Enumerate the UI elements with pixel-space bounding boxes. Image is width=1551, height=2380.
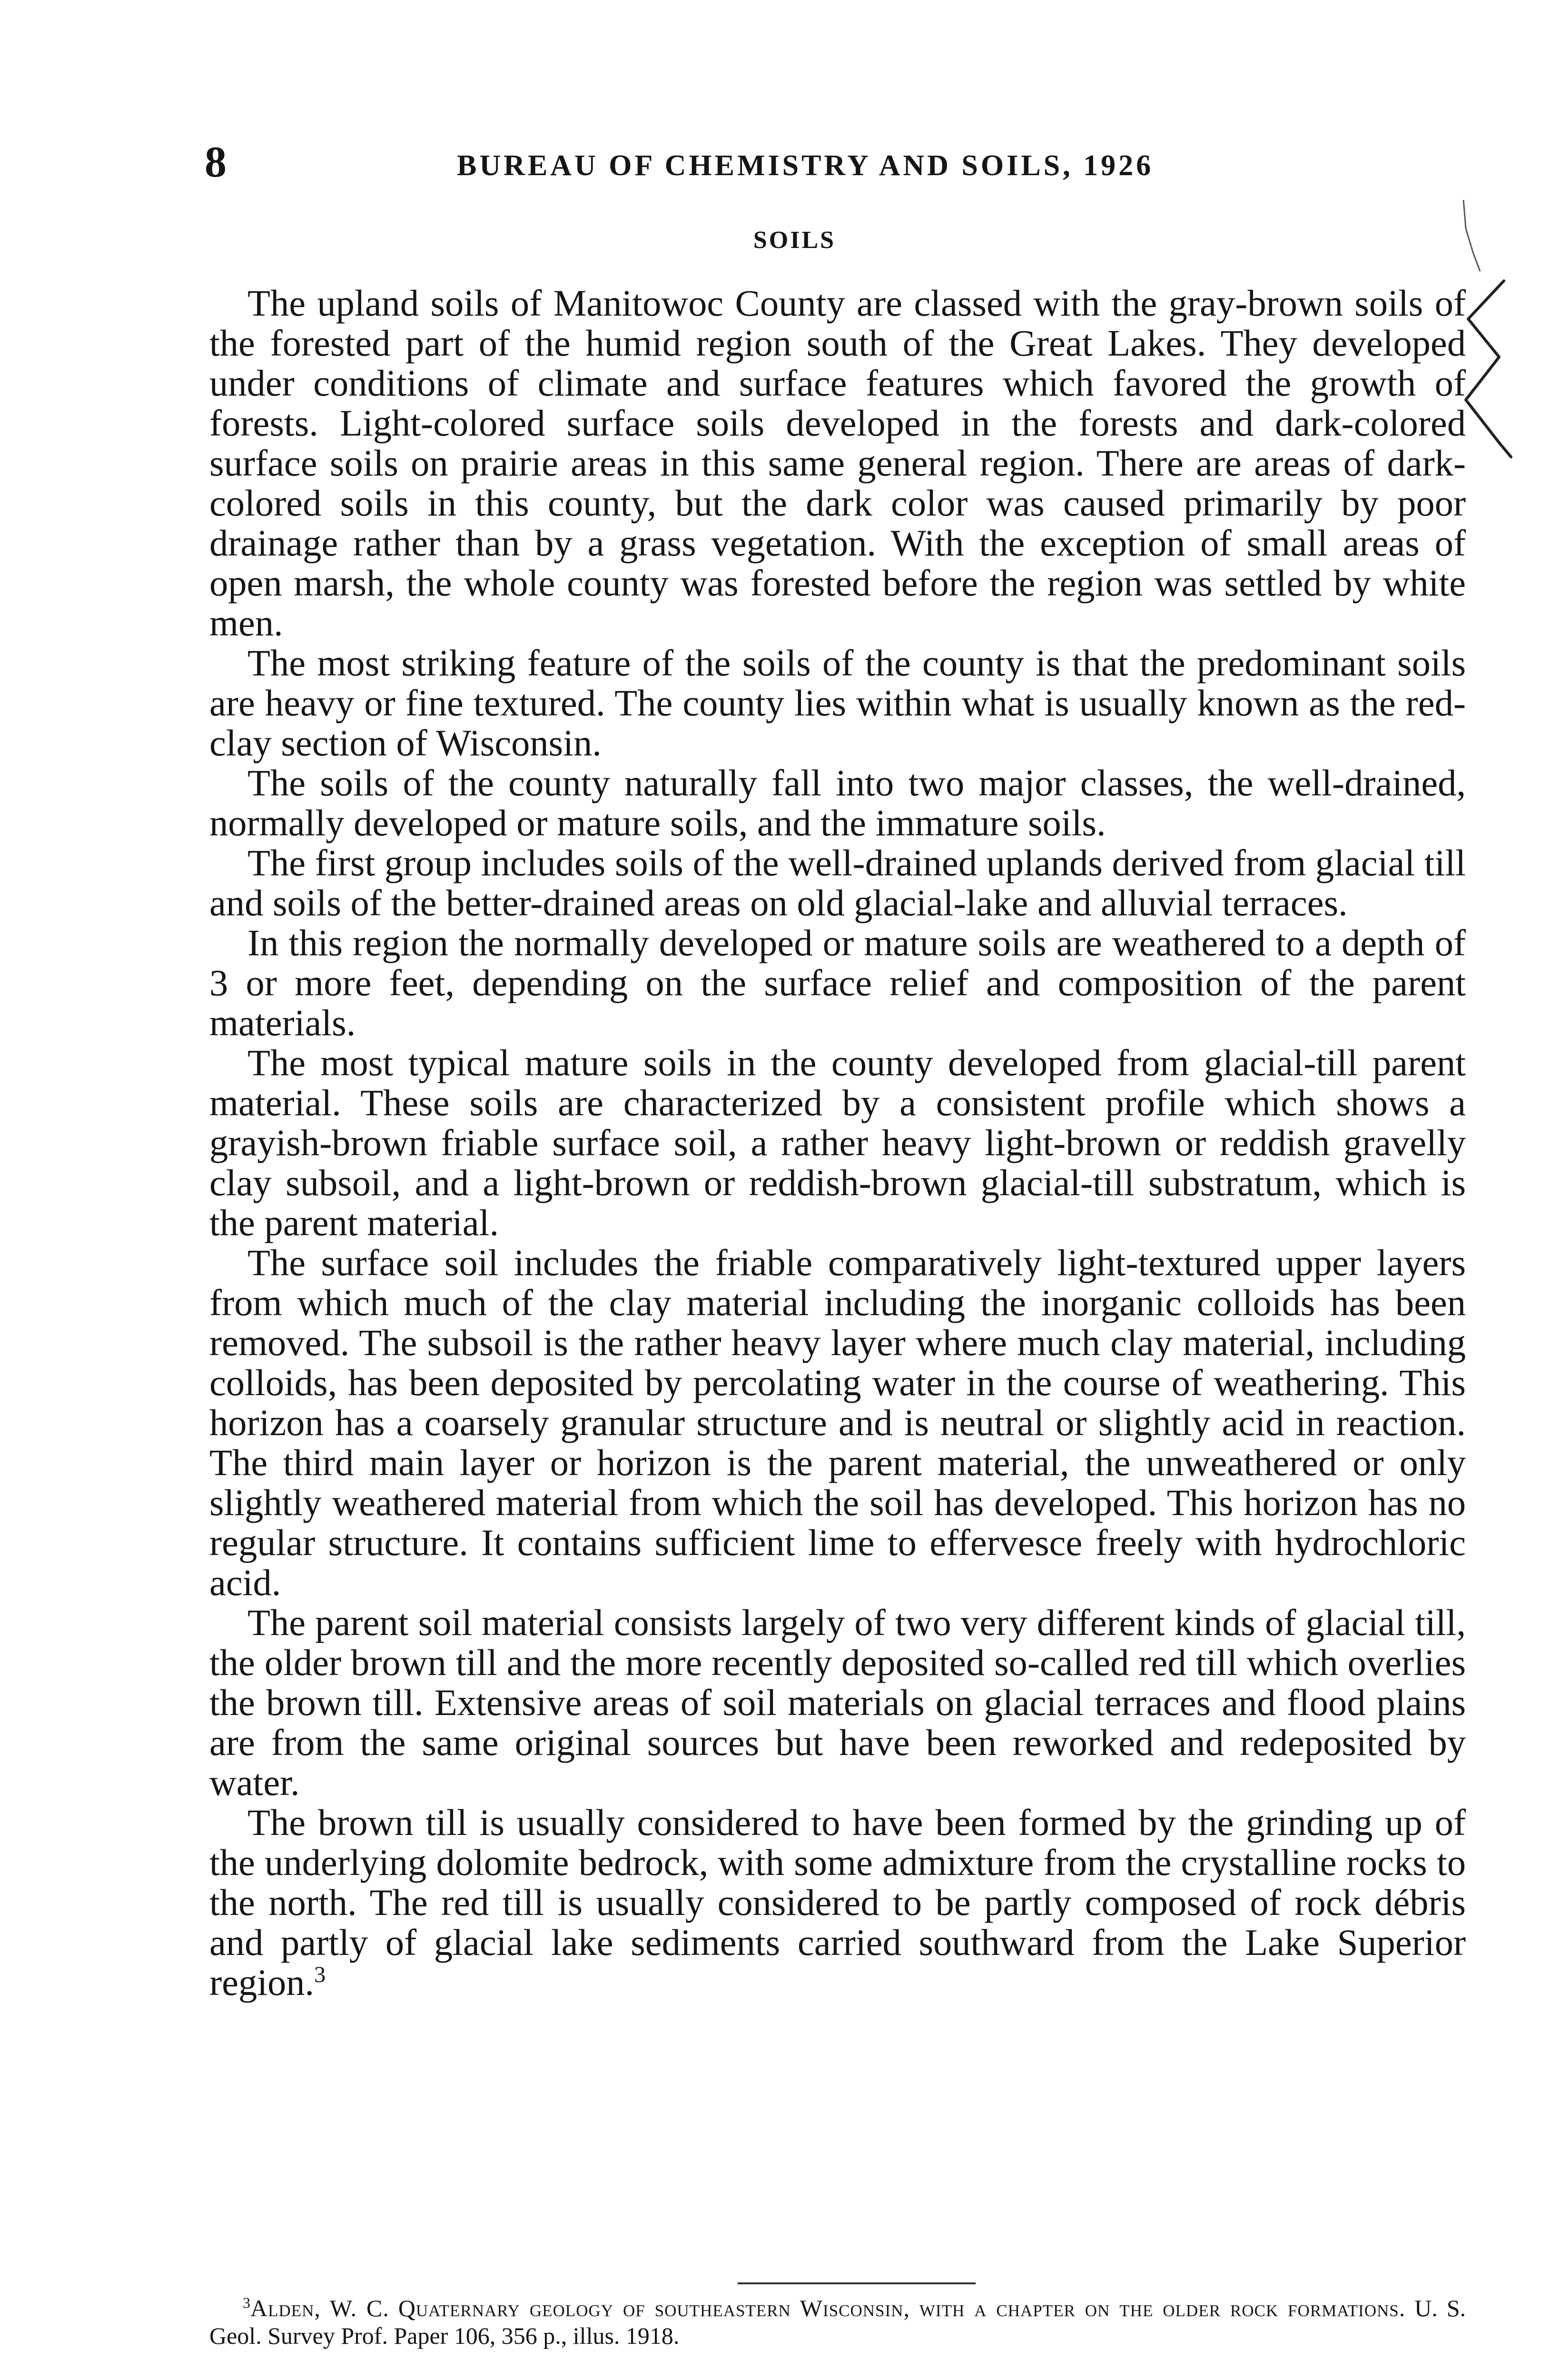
body-text: [209, 283, 1466, 2003]
footnote-reference[interactable]: 3: [314, 1962, 326, 1987]
paragraph: The parent soil material consists largely of two very different kinds of glacial till, the older brown till and the more recently deposited so-called red till which overlies the brown till. Extensive areas of soil materials on glacial terraces and flood plains are from the same original sources but have been reworked and redeposited by water.: [209, 1602, 1466, 1803]
footnote: [209, 2294, 1466, 2350]
paragraph: In this region the normally developed or mature soils are weathered to a depth of 3 or more feet, depending on the surface relief and composition of the parent materials.: [209, 922, 1466, 1043]
paragraph: The most typical mature soils in the county developed from glacial-till parent material. These soils are characterized by a consistent profile which shows a grayish-brown friable surface soil, a rather heavy light-brown or reddish gravelly clay subsoil, and a light-brown or reddish-brown glacial-till substratum, which is the parent material.: [209, 1042, 1466, 1243]
section-heading: SOILS: [753, 227, 836, 254]
paragraph-with-footnote: [209, 1803, 1466, 2003]
paragraph-text: The brown till is usually considered to have been formed by the grinding up of the underlying dolomite bedrock, with some admixture from the crystalline rocks to the north. The red till is usually considered to be partly composed of rock débris and partly of glacial lake sediments carried southward from the Lake Superior region.: [209, 1802, 1466, 2003]
paragraph: The soils of the county naturally fall into two major classes, the well-drained, normally developed or mature soils, and the immature soils.: [209, 762, 1466, 843]
running-title: BUREAU OF CHEMISTRY AND SOILS, 1926: [457, 149, 1154, 182]
footnote-mark: 3: [243, 2294, 250, 2311]
footnote-title: Quaternary geology of southeastern Wisconsin, with a chapter on the older rock formations.: [398, 2295, 1406, 2321]
footnote-citation: U. S. Geol. Survey Prof. Paper 106, 356 p., illus. 1918.: [209, 2295, 1466, 2349]
page-number: 8: [205, 138, 227, 186]
paragraph: The first group includes soils of the well-drained uplands derived from glacial till and soils of the better-drained areas on old glacial-lake and alluvial terraces.: [209, 842, 1466, 923]
footnote-divider: [738, 2282, 976, 2284]
paragraph: The surface soil includes the friable comparatively light-textured upper layers from which much of the clay material including the inorganic colloids has been removed. The subsoil is the rather heavy layer where much clay material, including colloids, has been deposited by percolating water in the course of weathering. This horizon has a coarsely granular structure and is neutral or slightly acid in reaction. The third main layer or horizon is the parent material, the unweathered or only slightly weathered material from which the soil has developed. This horizon has no regular structure. It contains sufficient lime to effervesce freely with hydrochloric acid.: [209, 1242, 1466, 1603]
running-head: [205, 138, 1480, 190]
paragraph: The upland soils of Manitowoc County are classed with the gray-brown soils of the forested part of the humid region south of the Great Lakes. They developed under conditions of climate and surface features which favored the growth of forests. Light-colored surface soils developed in the forests and dark-colored surface soils on prairie areas in this same general region. There are areas of dark-colored soils in this county, but the dark color was caused primarily by poor drainage rather than by a grass vegetation. With the exception of small areas of open marsh, the whole county was forested before the region was settled by white men.: [209, 282, 1466, 644]
footnote-author: Alden, W. C.: [250, 2295, 389, 2321]
paragraph: The most striking feature of the soils of the county is that the predominant soils are heavy or fine textured. The county lies within what is usually known as the red-clay section of Wisconsin.: [209, 642, 1466, 764]
